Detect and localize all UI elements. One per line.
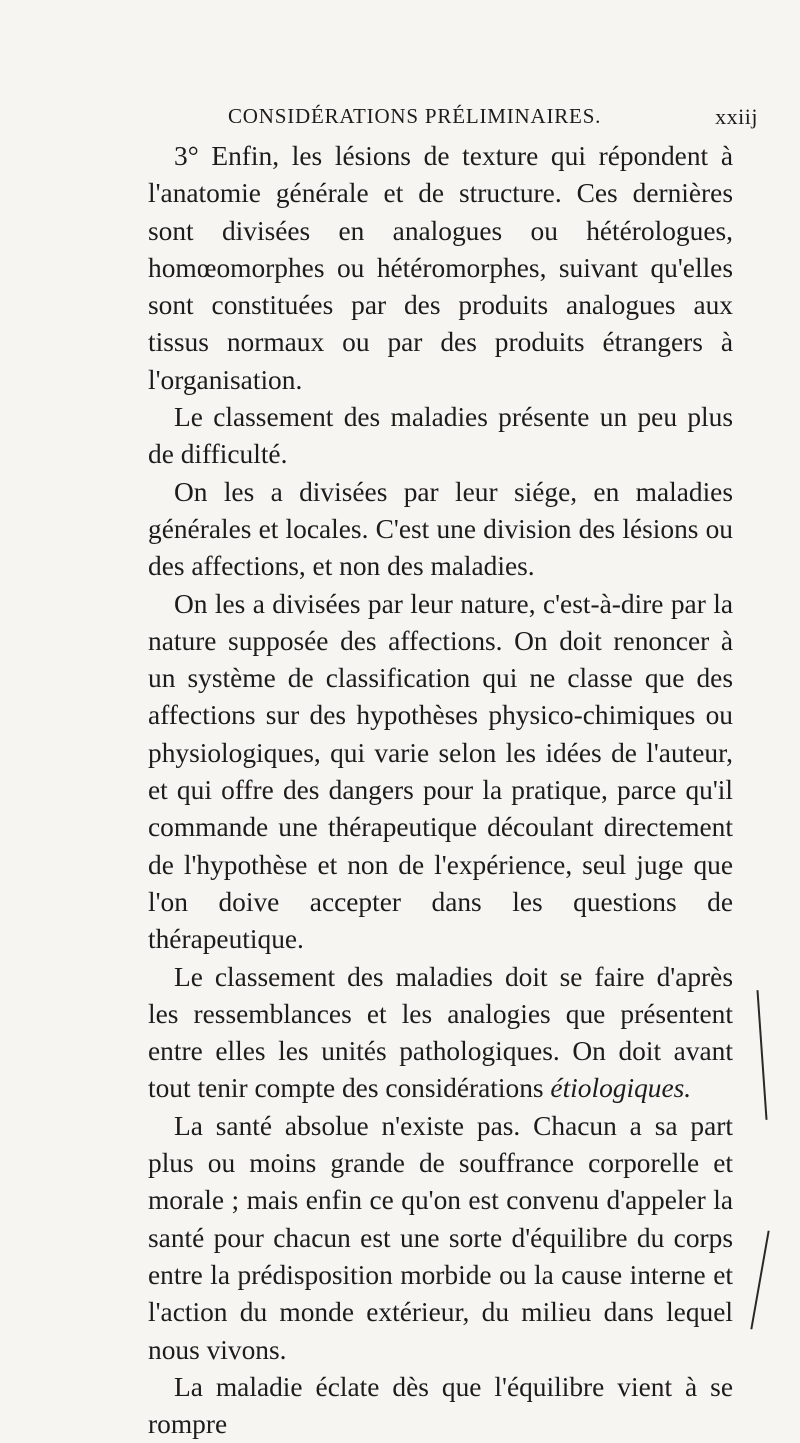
paragraph-classement-difficulte: Le classement des maladies présente un peu plus de difficulté. bbox=[148, 402, 733, 470]
paragraph-maladie-eclate: La maladie éclate dès que l'équilibre vient à se rompre bbox=[148, 1371, 733, 1440]
paragraph-sante-absolue: La santé absolue n'existe pas. Chacun a sa part plus ou moins grande de souffrance corporelle et morale ; mais enfin ce qu'on est convenu d'appeler la santé pour chacun est une sorte d'équilibre du corps entre la prédisposition morbide ou la cause interne et l'action du monde extérieur, du milieu dans lequel nous vivons. bbox=[148, 1110, 733, 1365]
emphasis-etiologiques: étiologiques. bbox=[550, 1073, 692, 1104]
paragraph-classement-ressemblances bbox=[148, 959, 733, 1108]
margin-pencil-mark-lower bbox=[750, 1231, 769, 1330]
paragraph-division-nature: On les a divisées par leur nature, c'est-à-dire par la nature supposée des affections. On doit renoncer à un système de classification qui ne classe que des affections sur des hypothèses physico-chimiques ou physiologiques, qui varie selon les idées de l'auteur, et qui offre des dangers pour la pratique, parce qu'il commande une thérapeutique découlant directement de l'hypothèse et non de l'expérience, seul juge que l'on doive accepter dans les questions de thérapeutique. bbox=[148, 588, 733, 955]
paragraph-lesions-texture: 3° Enfin, les lésions de texture qui répondent à l'anatomie générale et de structure. Ces dernières sont divisées en analogues ou hétérologues, homœomorphes ou hétéromorphes, suivant qu'elles sont constituées par des produits analogues aux tissus normaux ou par des produits étrangers à l'organisation. bbox=[148, 141, 733, 395]
page-number: xxiij bbox=[715, 104, 758, 129]
running-title: CONSIDÉRATIONS PRÉLIMINAIRES. bbox=[228, 104, 602, 128]
paragraph-division-siege: On les a divisées par leur siége, en maladies générales et locales. C'est une division des lésions ou des affections, et non des maladies. bbox=[148, 476, 733, 582]
running-header bbox=[228, 104, 758, 134]
paragraph-classement-text: Le classement des maladies doit se faire d'après les ressemblances et les analogies que présentent entre elles les unités pathologiques. On doit avant tout tenir compte des considérations bbox=[148, 961, 733, 1104]
margin-pencil-mark bbox=[756, 990, 767, 1120]
body-text bbox=[148, 138, 733, 1443]
